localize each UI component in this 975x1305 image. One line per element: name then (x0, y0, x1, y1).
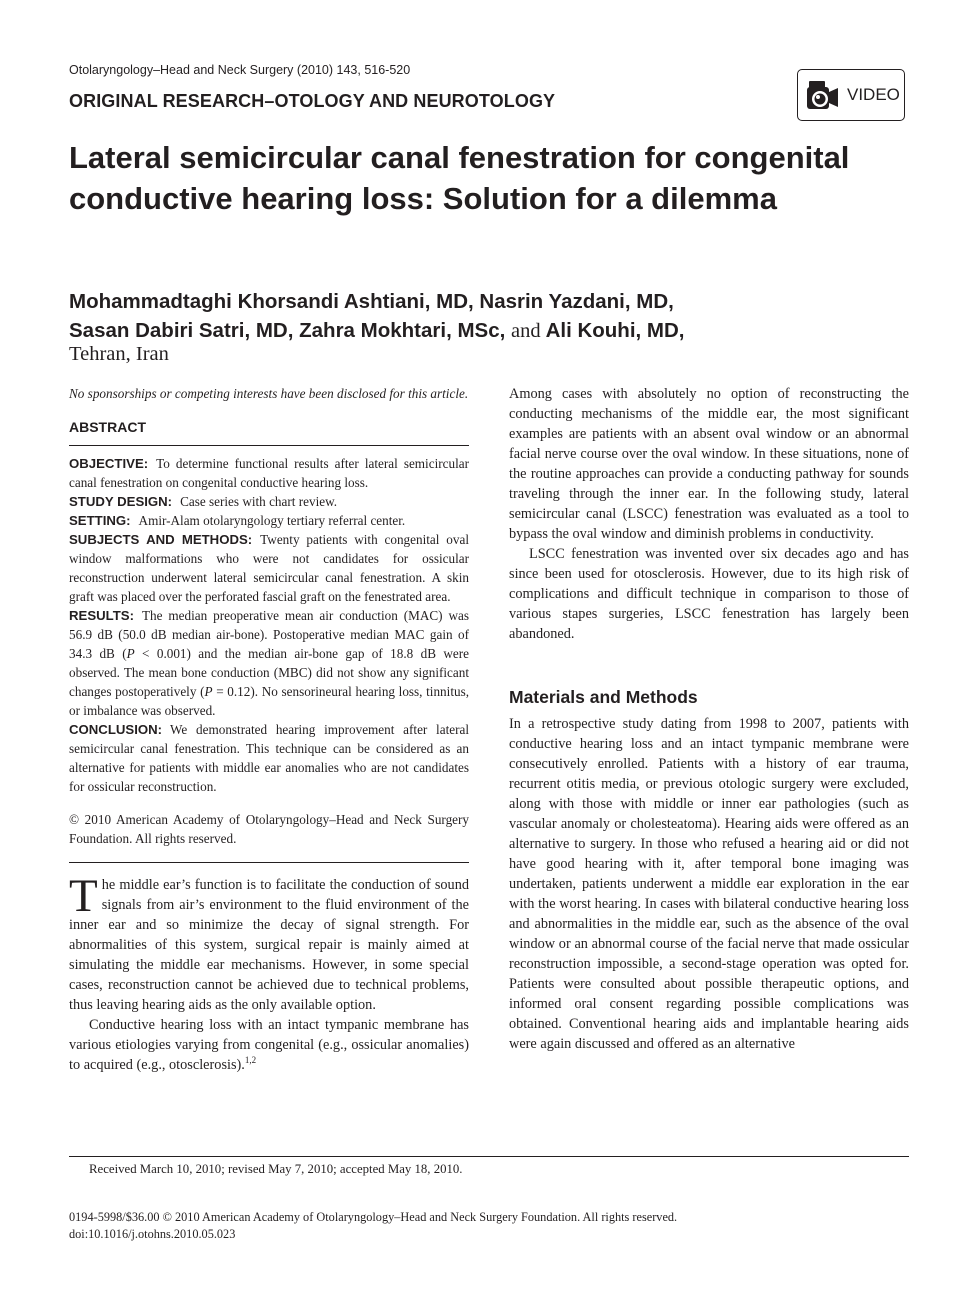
right-column (509, 384, 909, 1054)
p-value-symbol: P (126, 646, 135, 661)
abstract-text: Twenty patients with congenital oval window malformations who were not candidates for ossicular reconstruction underwent lateral semicircular canal fenestration. A skin graft was placed over the perforated fascial graft on the fenestrated area. (69, 532, 469, 604)
abstract-heading: ABSTRACT (69, 419, 146, 435)
authors-line-1: Mohammadtaghi Khorsandi Ashtiani, MD, Nasrin Yazdani, MD, (69, 290, 674, 313)
abstract-copyright: © 2010 American Academy of Otolaryngology–Head and Neck Surgery Foundation. All rights reserved. (69, 812, 469, 846)
abstract-label: CONCLUSION: (69, 722, 163, 737)
abstract-text: The median preoperative mean air conduction (MAC) was 56.9 dB (50.0 dB median air-bone). Postoperative median MAC gain of 34.3 dB ( (69, 608, 469, 661)
abstract-conclusion (69, 720, 469, 796)
abstract-results (69, 606, 469, 720)
authors-line-2b: Ali Kouhi, MD, (545, 318, 685, 342)
abstract-text: To determine functional results after lateral semicircular canal fenestration on congenital conductive hearing loss. (69, 456, 469, 490)
journal-citation: Otolaryngology–Head and Neck Surgery (2010) 143, 516-520 (69, 63, 411, 77)
abstract-label: OBJECTIVE: (69, 456, 149, 471)
paragraph-text: Conductive hearing loss with an intact tympanic membrane has various etiologies varying from congenital (e.g., ossicular anomalies) to acquired (e.g., otosclerosis). (69, 1017, 469, 1073)
video-badge[interactable] (797, 69, 905, 121)
section-label: ORIGINAL RESEARCH–OTOLOGY AND NEUROTOLOGY (69, 91, 556, 111)
authors-and: and (511, 319, 541, 342)
abstract-end-divider (69, 862, 469, 863)
issn-line: 0194-5998/$36.00 © 2010 American Academy of Otolaryngology–Head and Neck Surgery Foundation. All rights reserved. (69, 1210, 678, 1224)
reference-link[interactable]: 1,2 (244, 1055, 257, 1066)
disclosure-note: No sponsorships or competing interests have been disclosed for this article. (69, 386, 469, 401)
received-dates: Received March 10, 2010; revised May 7, 2010; accepted May 18, 2010. (89, 1162, 463, 1176)
abstract-text: Amir-Alam otolaryngology tertiary referral center. (138, 513, 406, 528)
paragraph-text: he middle ear’s function is to facilitate the conduction of sound signals from air’s environment to the fluid environment of the inner ear and so minimize the decay of signal strength. For abnormalities of this system, surgical repair is mainly aimed at simulating the middle ear mechanisms. However, in some special cases, reconstruction cannot be achieved due to technical problems, thus leaving hearing aids as the only available option. (69, 877, 469, 1013)
left-column (69, 384, 469, 1075)
abstract-label: SUBJECTS AND METHODS: (69, 532, 253, 547)
video-camera-icon (805, 77, 841, 113)
article-title: Lateral semicircular canal fenestration for congenital conductive hearing loss: Solution for a dilemma (69, 140, 850, 216)
authors-line-2a: Sasan Dabiri Satri, MD, Zahra Mokhtari, MSc, (69, 318, 506, 342)
abstract-label: SETTING: (69, 513, 131, 528)
doi-link[interactable]: doi:10.1016/j.otohns.2010.05.023 (69, 1227, 236, 1241)
body-paragraph-1: Among cases with absolutely no option of reconstructing the conducting mechanisms of the middle ear, the most significant examples are patients with an absent oval window or an abnormal facial nerve course over the oval window. In these situations, none of the routine approaches can provide a conducting pathway for sounds traveling through the inner ear. In the following study, lateral semicircular canal (LSCC) fenestration was evaluated as a tool to bypass the oval window and diminish problems in conductivity. (509, 386, 909, 542)
author-list (69, 288, 929, 345)
intro-paragraph-1 (69, 870, 469, 1015)
affiliation: Tehran, Iran (69, 343, 169, 365)
footer-divider (69, 1156, 909, 1157)
abstract-label: RESULTS: (69, 608, 134, 623)
abstract-divider (69, 445, 469, 446)
abstract-objective (69, 454, 469, 492)
abstract-text: = 0.12). No sensorineural hearing loss, tinnitus, or imbalance was observed. (69, 684, 469, 718)
abstract-text: < 0.001) and the median air-bone gap of 18.8 dB were observed. The mean bone conduction (MBC) did not show any significant changes postoperatively ( (69, 646, 469, 699)
body-paragraph-3: In a retrospective study dating from 1998 to 2007, patients with conductive hearing loss and an intact tympanic membrane were consecutively enrolled. Patients with a history of ear trauma, recurrent otitis media, or previous otologic surgery were excluded, along with those with middle or inner ear pathologies (such as vascular anomaly or cholesteatoma). Hearing aids were offered as an alternative to surgery. In those who refused a hearing aid or did not have good hearing with it, after temporal bone imaging was undertaken, patients underwent a middle ear exploration in the ear with the worst hearing. In cases with bilateral conductive hearing loss and abnormalities in the middle ear, such as the absence of the oval window or an abnormal course of the facial nerve that made ossicular reconstruction impossible, a second-stage operation was opted for. Patients were consulted about possible therapeutic options, and informed oral consent regarding possible complications was obtained. Conventional hearing aids and implantable hearing aids were again discussed and offered as an alternative (509, 716, 909, 1052)
p-value-symbol: P (204, 684, 213, 699)
abstract-text: We demonstrated hearing improvement after lateral semicircular canal fenestration. This technique can be considered as an alternative for patients with middle ear anomalies who are not candidates for ossicular reconstruction. (69, 722, 469, 794)
abstract-text: Case series with chart review. (180, 494, 338, 509)
intro-paragraph-2 (69, 1015, 469, 1075)
abstract-setting (69, 511, 469, 530)
abstract-label: STUDY DESIGN: (69, 494, 173, 509)
drop-cap: T (69, 870, 98, 922)
abstract-subjects-methods (69, 530, 469, 606)
body-paragraph-2: LSCC fenestration was invented over six decades ago and has since been used for otosclerosis. However, due to its high risk of complications and difficult technique in comparison to those of various stapes surgeries, LSCC fenestration has largely been abandoned. (509, 546, 909, 642)
abstract-study-design (69, 492, 469, 511)
video-badge-label: VIDEO (847, 85, 900, 104)
section-heading-materials-methods: Materials and Methods (509, 687, 698, 707)
